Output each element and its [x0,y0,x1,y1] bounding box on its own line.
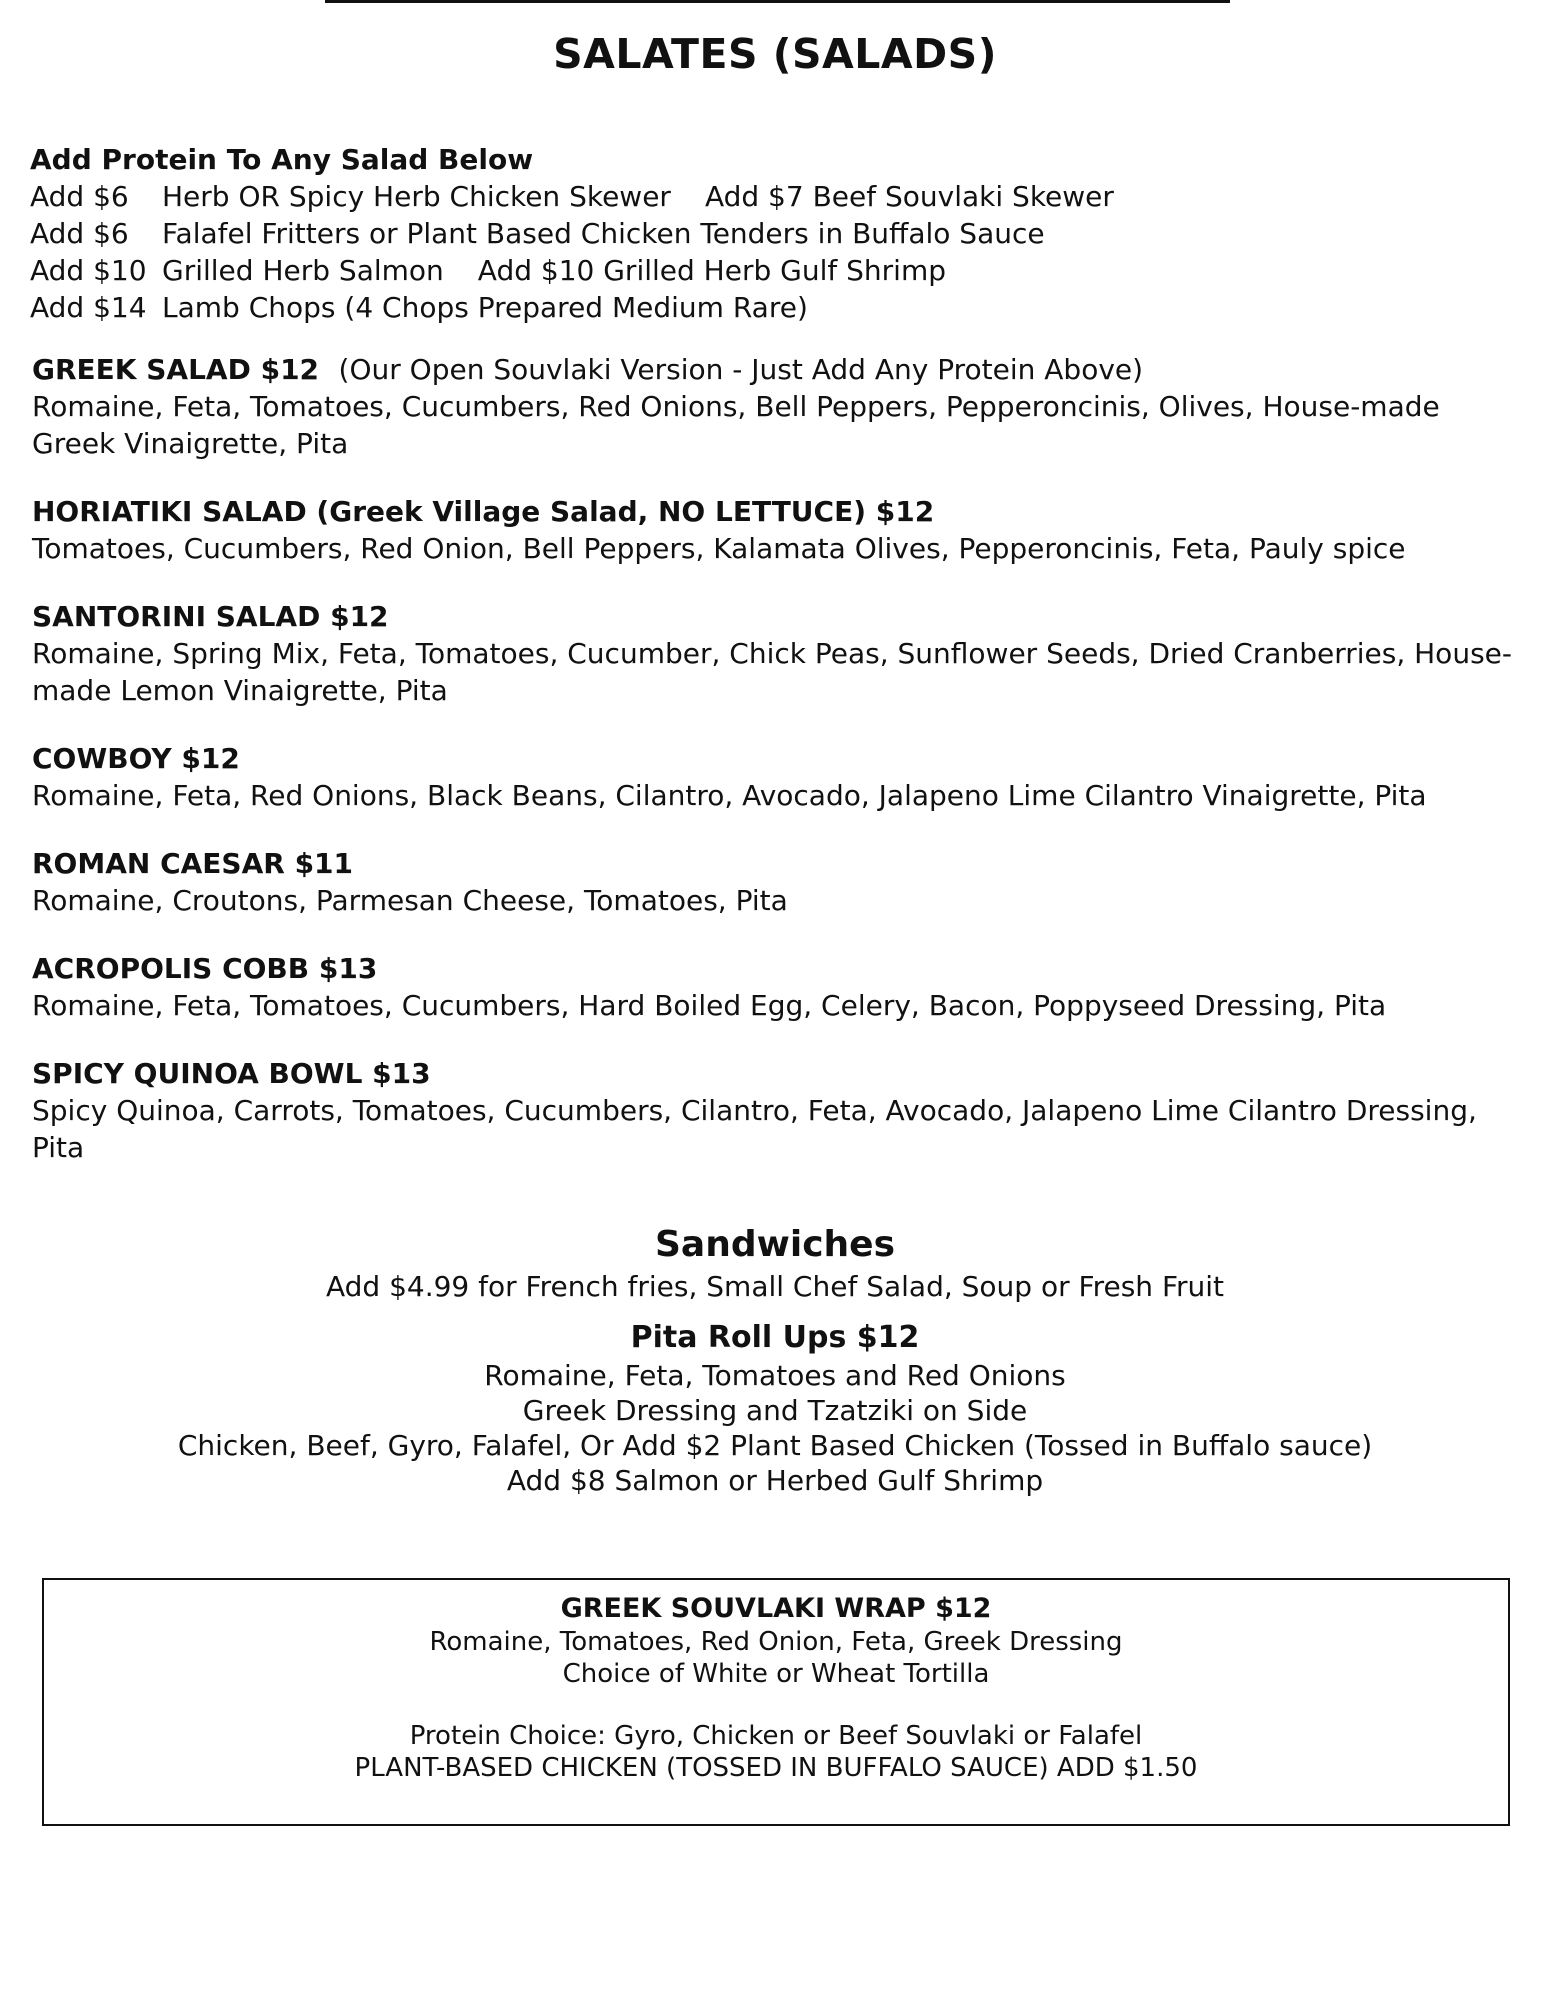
salad-item [32,846,1512,919]
page-title: SALATES (SALADS) [553,30,997,78]
salad-item [32,1056,1512,1166]
salad-list [32,352,1512,1198]
salad-item [32,741,1512,814]
sandwiches-subtitle: Add $4.99 for French fries, Small Chef Salad, Soup or Fresh Fruit [325,1270,1225,1303]
salad-description: Romaine, Spring Mix, Feta, Tomatoes, Cucumber, Chick Peas, Sunflower Seeds, Dried Cranberries, House-made Lemon Vinaigrette, Pita [32,637,1512,707]
protein-extra: Add $7 Beef Souvlaki Skewer [704,180,1114,213]
salad-item [32,951,1512,1024]
wrap-protein-line: Protein Choice: Gyro, Chicken or Beef Souvlaki or Falafel [409,1721,1143,1751]
protein-text: Lamb Chops (4 Chops Prepared Medium Rare) [162,291,808,324]
pita-line: Greek Dressing and Tzatziki on Side [522,1394,1028,1427]
salad-name: ACROPOLIS COBB $13 [32,952,378,985]
protein-heading: Add Protein To Any Salad Below [30,143,534,176]
salad-description: Spicy Quinoa, Carrots, Tomatoes, Cucumbers, Cilantro, Feta, Avocado, Jalapeno Lime Cilantro Dressing, Pita [32,1094,1477,1164]
protein-price: Add $6 [30,217,129,250]
salad-description: Romaine, Feta, Tomatoes, Cucumbers, Red Onions, Bell Peppers, Pepperoncinis, Olives, House-made Greek Vinaigrette, Pita [32,390,1440,460]
protein-text: Herb OR Spicy Herb Chicken Skewer [162,180,671,213]
salad-item [32,352,1512,462]
protein-row [30,178,1480,215]
salad-name: SANTORINI SALAD $12 [32,600,389,633]
protein-text: Falafel Fritters or Plant Based Chicken Tenders in Buffalo Sauce [162,217,1045,250]
pita-line: Chicken, Beef, Gyro, Falafel, Or Add $2 Plant Based Chicken (Tossed in Buffalo sauce) [177,1429,1373,1462]
sandwiches-title: Sandwiches [654,1224,896,1265]
wrap-title: GREEK SOUVLAKI WRAP $12 [560,1593,992,1624]
salad-name: GREEK SALAD $12 [32,353,320,386]
top-rule [325,0,1230,3]
protein-price: Add $10 [30,254,147,287]
souvlaki-wrap-box [42,1578,1510,1826]
protein-row [30,289,1480,326]
salad-name: HORIATIKI SALAD (Greek Village Salad, NO LETTUCE) $12 [32,495,935,528]
salad-item [32,599,1512,709]
salad-name: SPICY QUINOA BOWL $13 [32,1057,431,1090]
wrap-line: Choice of White or Wheat Tortilla [562,1659,990,1689]
pita-line: Add $8 Salmon or Herbed Gulf Shrimp [506,1464,1044,1497]
salad-description: Romaine, Feta, Tomatoes, Cucumbers, Hard Boiled Egg, Celery, Bacon, Poppyseed Dressing, Pita [32,989,1387,1022]
salad-description: Romaine, Croutons, Parmesan Cheese, Tomatoes, Pita [32,884,788,917]
pita-line: Romaine, Feta, Tomatoes and Red Onions [484,1359,1066,1392]
protein-extra: Add $10 Grilled Herb Gulf Shrimp [477,254,946,287]
salad-description: Tomatoes, Cucumbers, Red Onion, Bell Peppers, Kalamata Olives, Pepperoncinis, Feta, Pauly spice [32,532,1406,565]
salad-name: COWBOY $12 [32,742,240,775]
sandwiches-section [0,1222,1550,1498]
protein-row [30,252,1480,289]
protein-price: Add $14 [30,291,147,324]
protein-row [30,215,1480,252]
wrap-line: Romaine, Tomatoes, Red Onion, Feta, Greek Dressing [429,1627,1123,1657]
salad-item [32,494,1512,567]
protein-addons [30,142,1480,326]
salad-note: (Our Open Souvlaki Version - Just Add Any Protein Above) [338,353,1144,386]
wrap-protein-line: PLANT-BASED CHICKEN (TOSSED IN BUFFALO SAUCE) ADD $1.50 [354,1753,1198,1783]
pita-rollups-title: Pita Roll Ups $12 [630,1320,920,1355]
salad-name: ROMAN CAESAR $11 [32,847,354,880]
salad-description: Romaine, Feta, Red Onions, Black Beans, Cilantro, Avocado, Jalapeno Lime Cilantro Vinaigrette, Pita [32,779,1427,812]
protein-price: Add $6 [30,180,129,213]
protein-text: Grilled Herb Salmon [162,254,444,287]
